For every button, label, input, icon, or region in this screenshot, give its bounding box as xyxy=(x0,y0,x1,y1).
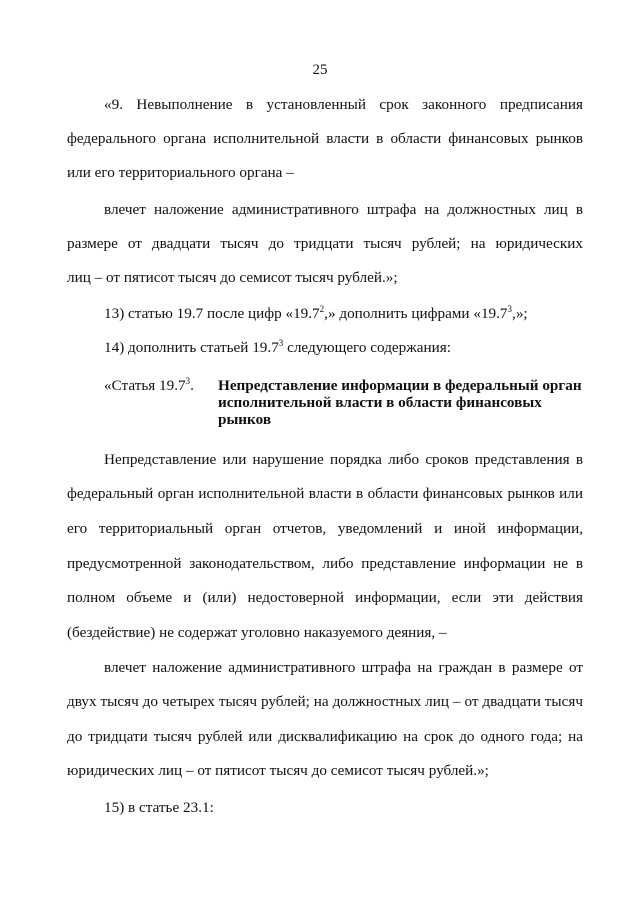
sanction-2-line-4: юридических лиц – от пятисот тысяч до семисот тысяч рублей.»; xyxy=(67,762,489,779)
item-14-sup: 3 xyxy=(278,338,284,348)
article-body-line-1: Непредставление или нарушение порядка либо сроков представления в xyxy=(104,451,583,468)
article-title: Непредставление информации в федеральный орган исполнительной власти в области финансовых рынков xyxy=(218,377,582,428)
paragraph-9-line-2: федерального органа исполнительной власти в области финансовых рынков xyxy=(67,130,583,147)
item-13-sup-1: 2 xyxy=(319,304,325,314)
article-label xyxy=(104,377,194,395)
item-13-sup-2: 3 xyxy=(507,304,513,314)
item-14-text-2: следующего содержания: xyxy=(283,339,451,356)
article-body-line-3: его территориальный орган отчетов, уведомлений и иной информации, xyxy=(67,520,583,537)
item-13 xyxy=(104,305,583,323)
article-body-line-6: (бездействие) не содержат уголовно наказуемого деяния, – xyxy=(67,624,447,641)
item-13-text-2: ,» дополнить цифрами «19.7 xyxy=(324,305,508,322)
item-13-text-3: ,»; xyxy=(512,305,528,322)
sanction-2-line-3: до тридцати тысяч рублей или дисквалификацию на срок до одного года; на xyxy=(67,728,583,745)
article-label-dot: . xyxy=(190,377,194,394)
item-13-text-1: 13) статью 19.7 после цифр «19.7 xyxy=(104,305,320,322)
sanction-2-line-2: двух тысяч до четырех тысяч рублей; на должностных лиц – от двадцати тысяч xyxy=(67,693,583,710)
item-14 xyxy=(104,339,583,357)
item-14-text-1: 14) дополнить статьей 19.7 xyxy=(104,339,279,356)
article-label-text: «Статья 19.7 xyxy=(104,377,186,394)
sanction-2-line-1: влечет наложение административного штрафа на граждан в размере от xyxy=(104,659,583,676)
sanction-1-line-3: лиц – от пятисот тысяч до семисот тысяч рублей.»; xyxy=(67,269,398,286)
page-number: 25 xyxy=(312,62,328,78)
article-body-line-2: федеральный орган исполнительной власти в области финансовых рынков или xyxy=(67,485,583,502)
article-label-sup: 3 xyxy=(185,376,191,386)
paragraph-9-line-1: «9. Невыполнение в установленный срок законного предписания xyxy=(104,96,583,113)
sanction-1-line-1: влечет наложение административного штрафа на должностных лиц в xyxy=(104,201,583,218)
article-body-line-4: предусмотренной законодательством, либо представление информации не в xyxy=(67,555,583,572)
article-body-line-5: полном объеме и (или) недостоверной информации, если эти действия xyxy=(67,589,583,606)
item-15: 15) в статье 23.1: xyxy=(104,799,214,816)
sanction-1-line-2: размере от двадцати тысяч до тридцати тысяч рублей; на юридических xyxy=(67,235,583,252)
paragraph-9-line-3: или его территориального органа – xyxy=(67,164,294,181)
